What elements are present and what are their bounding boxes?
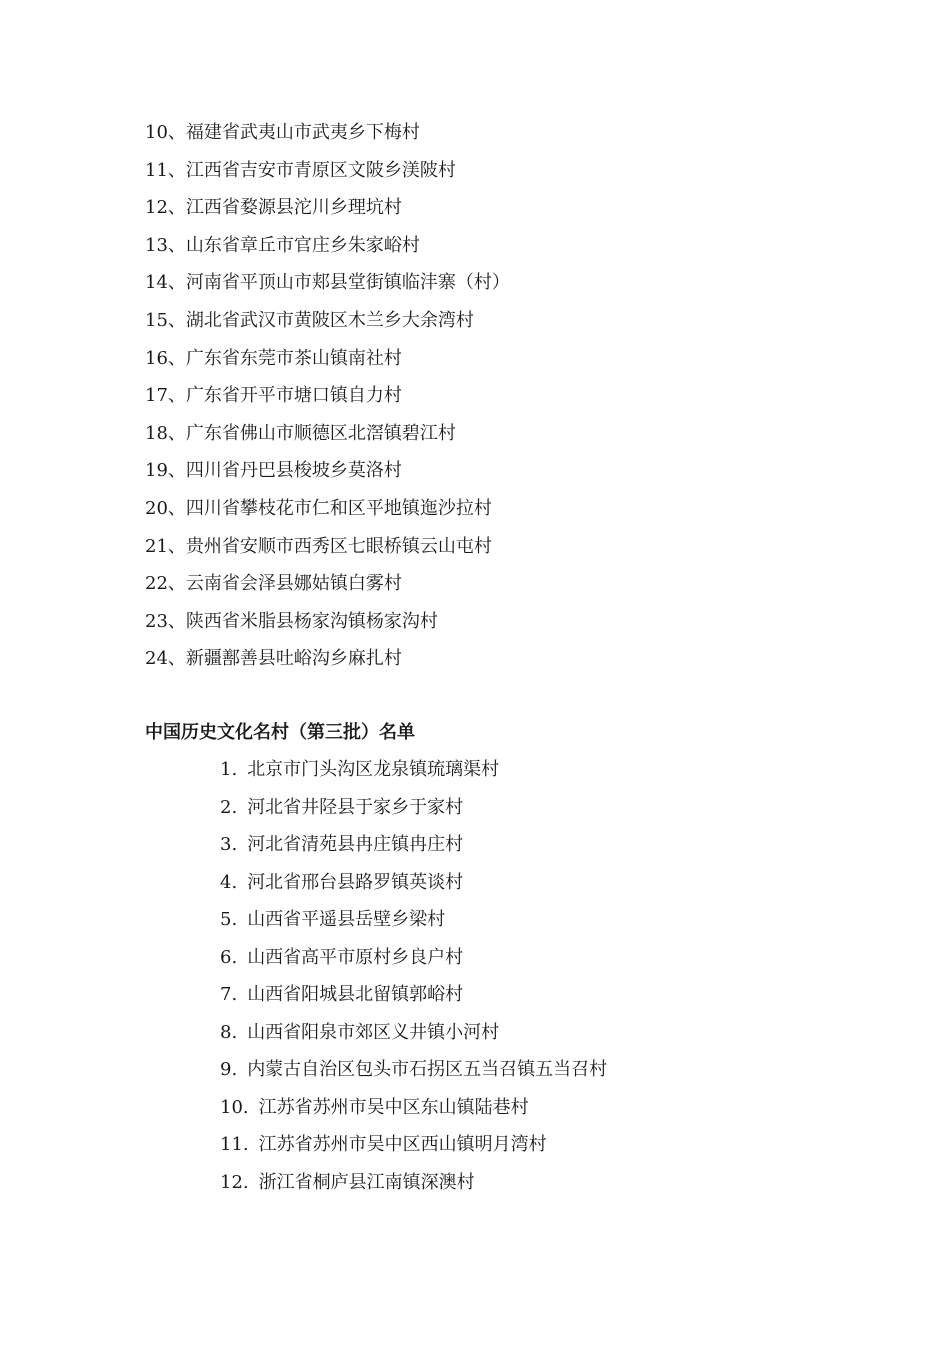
item-text: 江苏省苏州市吴中区西山镇明月湾村 — [258, 1134, 547, 1155]
list-item: 13、山东省章丘市官庄乡朱家峪村 — [145, 234, 420, 256]
item-text: 山西省平遥县岳壁乡梁村 — [247, 909, 446, 930]
item-number: 5. — [220, 909, 238, 930]
list-item — [220, 830, 607, 868]
item-text: 浙江省桐庐县江南镇深澳村 — [258, 1171, 475, 1193]
third-batch-village-list — [220, 755, 607, 1205]
item-number: 4. — [220, 871, 238, 893]
village-list-continued — [145, 118, 510, 682]
item-text: 北京市门头沟区龙泉镇琉璃渠村 — [247, 759, 500, 780]
list-item — [220, 1055, 607, 1093]
list-item — [220, 943, 607, 981]
item-number: 1. — [220, 759, 238, 780]
item-number: 8. — [220, 1021, 238, 1043]
list-item: 20、四川省攀枝花市仁和区平地镇迤沙拉村 — [145, 497, 492, 519]
list-item: 22、云南省会泽县娜姑镇白雾村 — [145, 573, 402, 595]
list-item — [220, 905, 607, 943]
list-item: 16、广东省东莞市茶山镇南社村 — [145, 347, 402, 369]
item-number: 11. — [220, 1134, 249, 1155]
item-number: 2. — [220, 796, 238, 818]
item-text: 河北省邢台县路罗镇英谈村 — [247, 871, 464, 893]
list-item: 11、江西省吉安市青原区文陂乡渼陂村 — [145, 159, 456, 181]
list-item: 17、广东省开平市塘口镇自力村 — [145, 385, 402, 407]
item-text: 山西省高平市原村乡良户村 — [247, 946, 464, 968]
list-item — [220, 1168, 607, 1206]
list-item: 24、新疆鄯善县吐峪沟乡麻扎村 — [145, 648, 402, 670]
section-title: 中国历史文化名村（第三批）名单 — [145, 722, 415, 743]
list-item — [220, 1093, 607, 1131]
item-text: 山西省阳泉市郊区义井镇小河村 — [247, 1021, 500, 1043]
item-number: 3. — [220, 834, 238, 855]
list-item — [220, 1018, 607, 1056]
list-item: 19、四川省丹巴县梭坡乡莫洛村 — [145, 460, 402, 482]
item-number: 12. — [220, 1171, 249, 1193]
item-number: 9. — [220, 1059, 238, 1080]
item-text: 山西省阳城县北留镇郭峪村 — [247, 984, 464, 1005]
list-item: 21、贵州省安顺市西秀区七眼桥镇云山屯村 — [145, 535, 492, 557]
item-number: 7. — [220, 984, 238, 1005]
list-item: 15、湖北省武汉市黄陂区木兰乡大余湾村 — [145, 309, 474, 331]
list-item: 23、陕西省米脂县杨家沟镇杨家沟村 — [145, 610, 438, 632]
item-text: 江苏省苏州市吴中区东山镇陆巷村 — [258, 1096, 529, 1118]
list-item: 18、广东省佛山市顺德区北滘镇碧江村 — [145, 422, 456, 444]
list-item: 14、河南省平顶山市郏县堂街镇临沣寨（村） — [145, 272, 510, 294]
list-item — [220, 1130, 607, 1168]
item-number: 6. — [220, 946, 238, 968]
list-item — [220, 980, 607, 1018]
list-item — [220, 793, 607, 831]
item-text: 河北省井陉县于家乡于家村 — [247, 796, 464, 818]
list-item — [220, 755, 607, 793]
item-text: 内蒙古自治区包头市石拐区五当召镇五当召村 — [247, 1059, 608, 1080]
list-item: 12、江西省婺源县沱川乡理坑村 — [145, 197, 402, 219]
list-item — [220, 868, 607, 906]
list-item: 10、福建省武夷山市武夷乡下梅村 — [145, 122, 420, 143]
item-number: 10. — [220, 1096, 249, 1118]
item-text: 河北省清苑县冉庄镇冉庄村 — [247, 834, 464, 855]
